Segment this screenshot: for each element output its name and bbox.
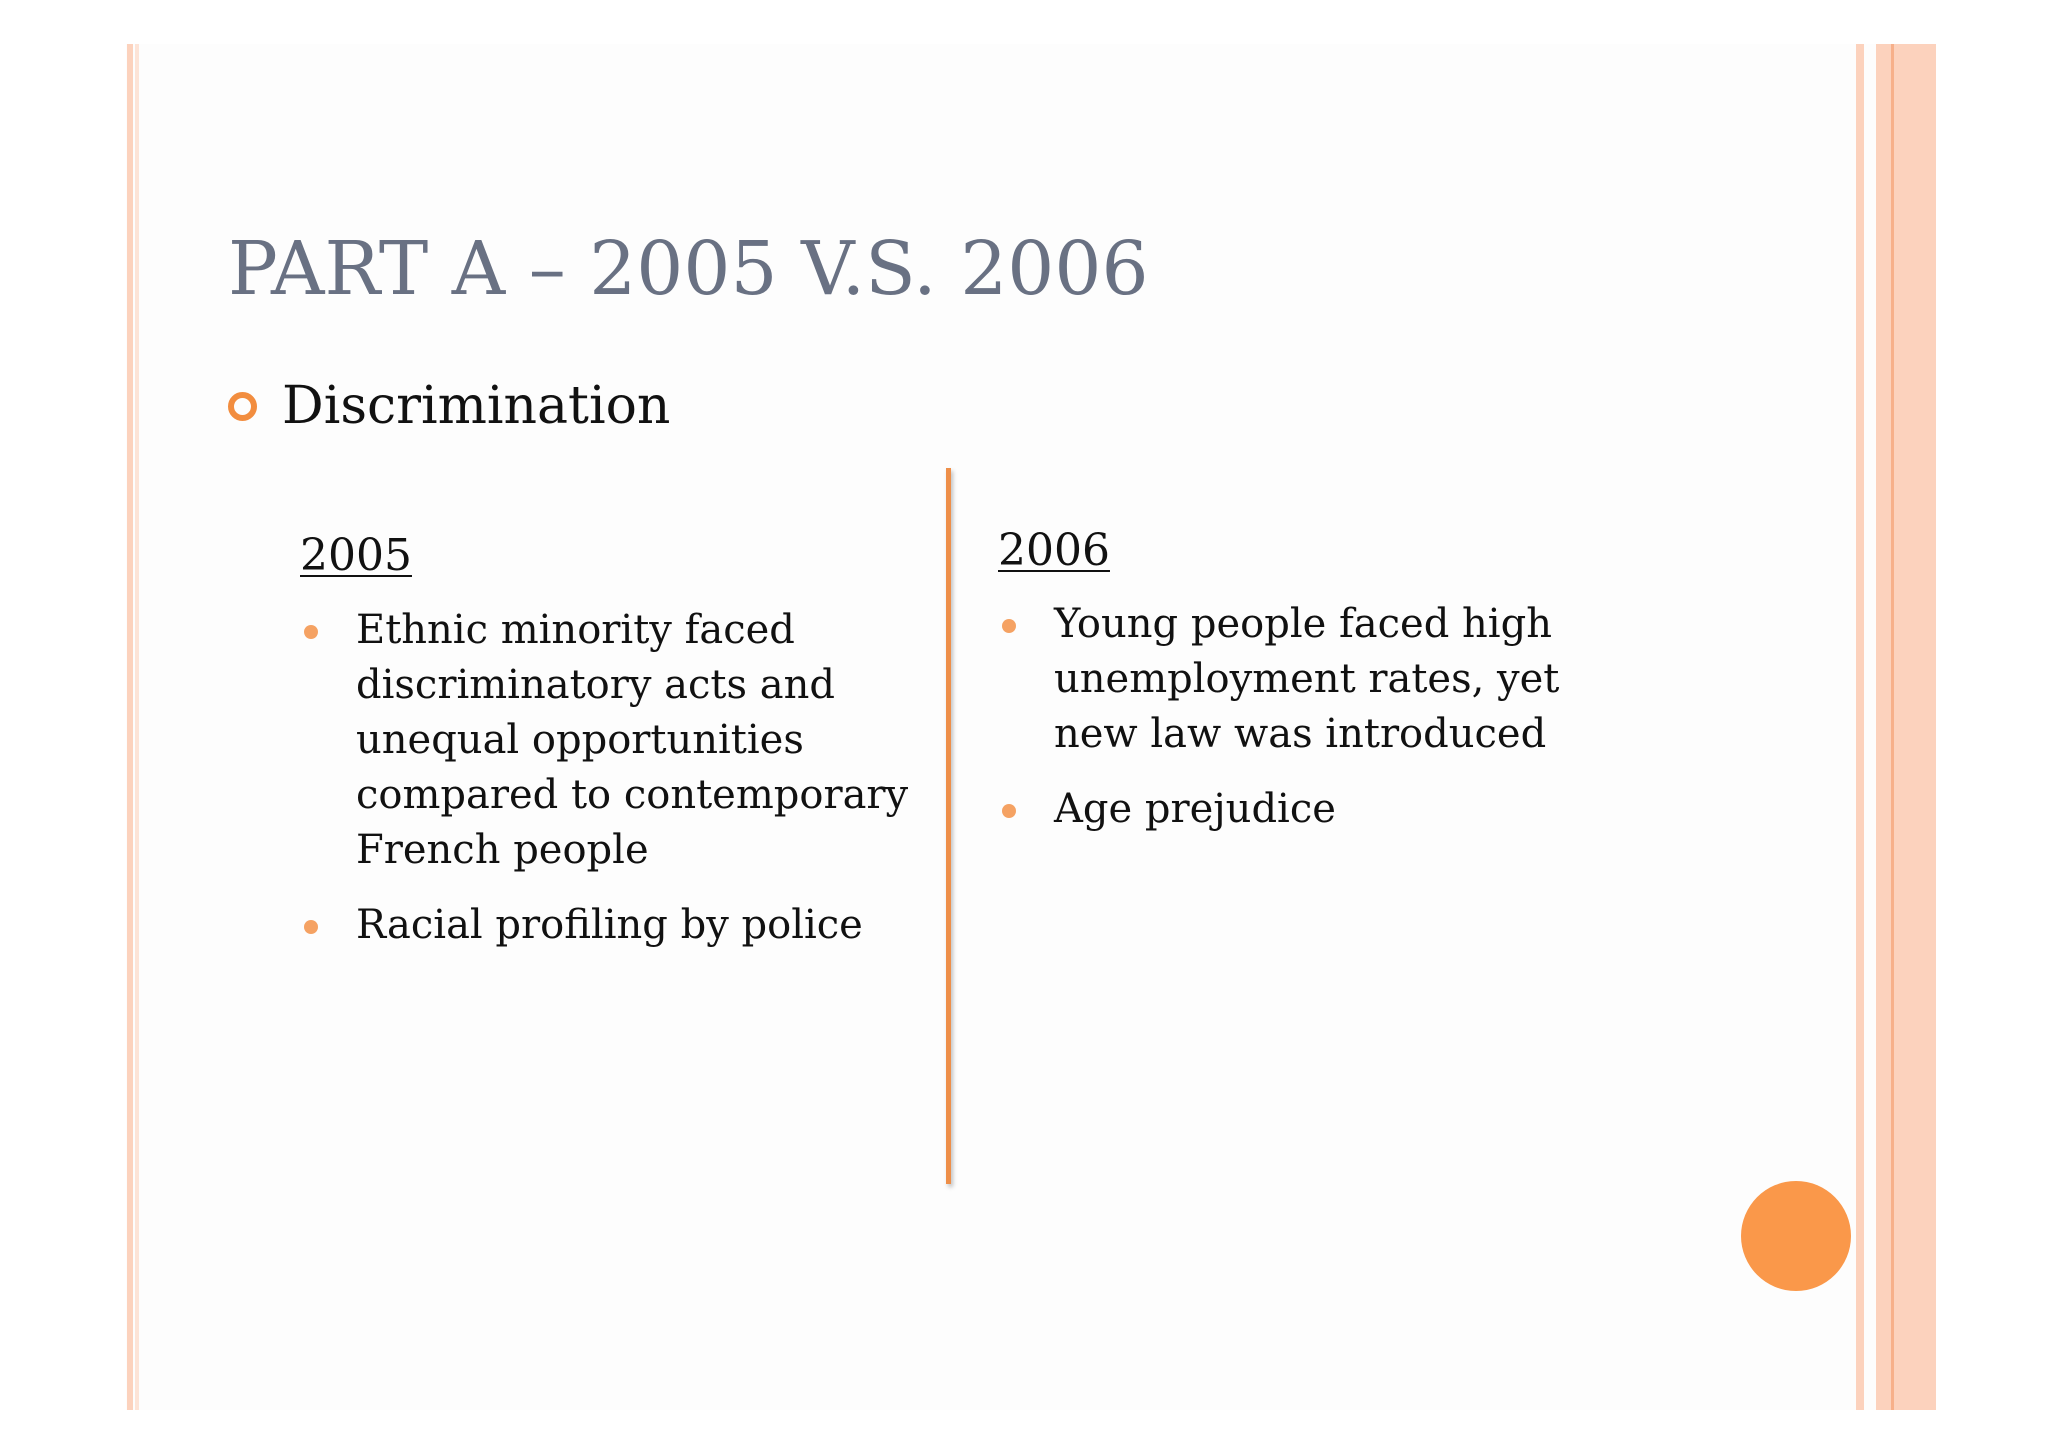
- list-item: [300, 603, 920, 878]
- list-item-text: Age prejudice: [1054, 786, 1336, 832]
- column-2005-list: [300, 603, 920, 973]
- decorative-circle: [1741, 1181, 1851, 1291]
- list-item: [300, 898, 920, 953]
- dot-bullet-icon: [304, 920, 318, 934]
- list-item: [998, 782, 1618, 837]
- dot-bullet-icon: [1002, 804, 1016, 818]
- list-item-text: Ethnic minority faced discriminatory acts and unequal opportunities compared to contemporary French people: [356, 607, 909, 873]
- column-2006-list: [998, 597, 1618, 857]
- right-border-stripe-thick: [1876, 44, 1936, 1410]
- main-bullet: [228, 372, 670, 440]
- column-2005-heading: 2005: [300, 530, 412, 581]
- column-divider: [946, 468, 951, 1184]
- dot-bullet-icon: [1002, 619, 1016, 633]
- list-item-text: Young people faced high unemployment rates, yet new law was introduced: [1054, 601, 1560, 757]
- slide-title: PART A – 2005 V.S. 2006: [228, 226, 1149, 312]
- list-item-text: Racial profiling by police: [356, 902, 863, 948]
- column-2006-heading: 2006: [998, 525, 1110, 576]
- main-bullet-label: Discrimination: [282, 376, 671, 436]
- right-border-stripe-thin: [1856, 44, 1864, 1410]
- ring-bullet-icon: [228, 392, 257, 421]
- left-border-stripe-outer: [127, 44, 133, 1410]
- list-item: [998, 597, 1618, 762]
- left-border-stripe-inner: [135, 44, 139, 1410]
- dot-bullet-icon: [304, 625, 318, 639]
- right-border-stripe-line: [1891, 44, 1894, 1410]
